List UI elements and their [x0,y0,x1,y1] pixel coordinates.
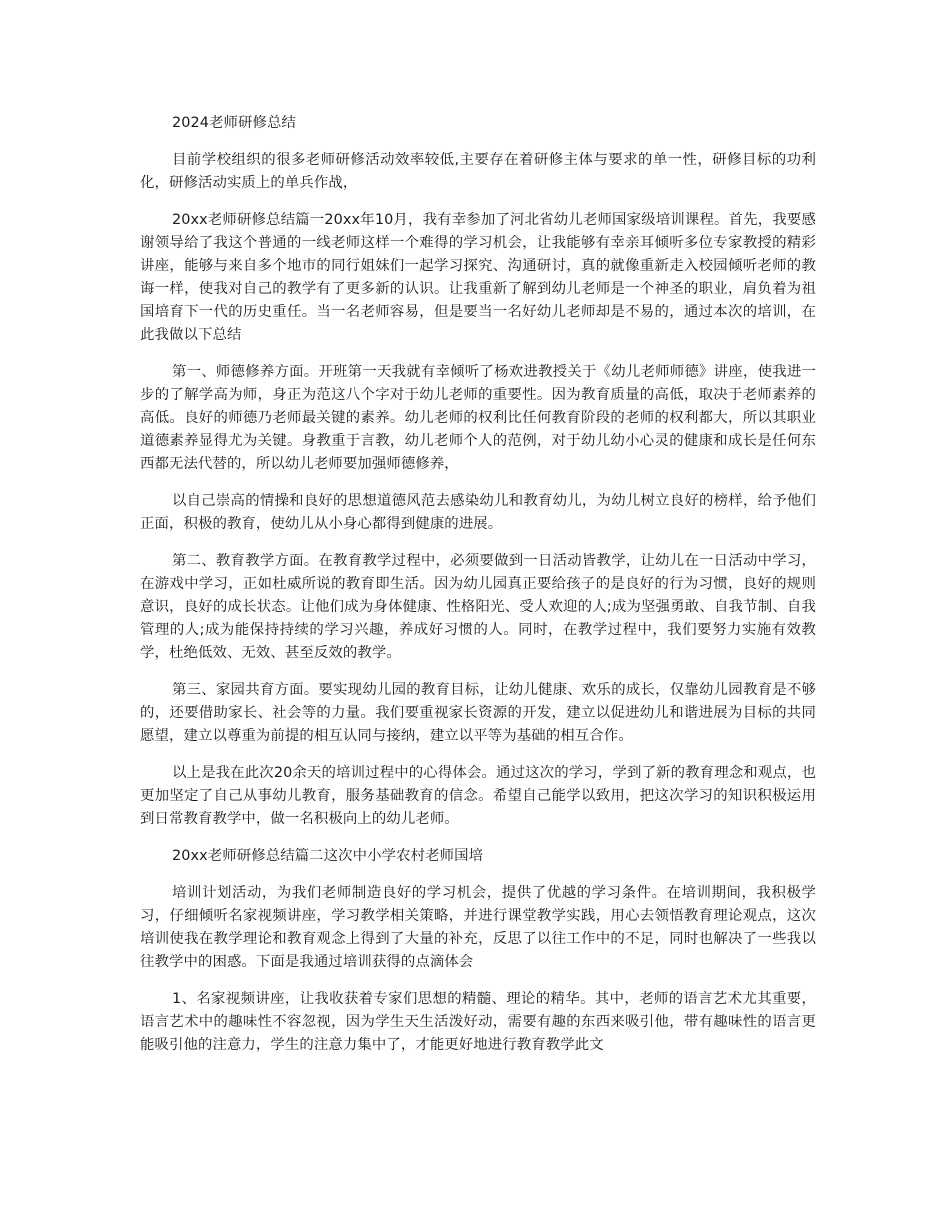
document-body [140,112,816,1071]
document-title: 2024老师研修总结 [172,115,296,131]
paragraph-article-two-heading: 20xx老师研修总结篇二这次中小学农村老师国培 [172,848,484,864]
paragraph-conclusion: 以上是我在此次20余天的培训过程中的心得体会。通过这次的学习，学到了新的教育理念和观点，也更加坚定了自己从事幼儿教育，服务基础教育的信念。希望自己能学以致用，把这次学习的知识积极运用到日常教育教学中，做一名积极向上的幼儿老师。 [140,765,816,827]
paragraph-video-lectures: 1、名家视频讲座，让我收获着专家们思想的精髓、理论的精华。其中，老师的语言艺术尤其重要，语言艺术中的趣味性不容忽视，因为学生天生活泼好动，需要有趣的东西来吸引他，带有趣味性的语言更能吸引他的注意力，学生的注意力集中了，才能更好地进行教育教学此文 [140,991,816,1053]
paragraph-article-one-intro: 20xx老师研修总结篇一20xx年10月，我有幸参加了河北省幼儿老师国家级培训课程。首先，我要感谢领导给了我这个普通的一线老师这样一个难得的学习机会，让我能够有幸亲耳倾听多位专家教授的精彩讲座，能够与来自多个地市的同行姐妹们一起学习探究、沟通研讨，真的就像重新走入校园倾听老师的教诲一样，使我对自己的教学有了更多新的认识。让我重新了解到幼儿老师是一个神圣的职业，肩负着为祖国培育下一代的历史重任。当一名老师容易，但是要当一名好幼儿老师却是不易的，通过本次的培训，在此我做以下总结 [140,212,816,343]
paragraph-teaching: 第二、教育教学方面。在教育教学过程中，必须要做到一日活动皆教学，让幼儿在一日活动中学习，在游戏中学习，正如杜威所说的教育即生活。因为幼儿园真正要给孩子的是良好的行为习惯，良好的规则意识，良好的成长状态。让他们成为身体健康、性格阳光、受人欢迎的人;成为坚强勇敢、自我节制、自我管理的人;成为能保持持续的学习兴趣，养成好习惯的人。同时，在教学过程中，我们要努力实施有效教学，杜绝低效、无效、甚至反效的教学。 [140,553,816,661]
paragraph-home-school: 第三、家园共育方面。要实现幼儿园的教育目标，让幼儿健康、欢乐的成长，仅靠幼儿园教育是不够的，还要借助家长、社会等的力量。我们要重视家长资源的开发，建立以促进幼儿和谐进展为目标的共同愿望，建立以尊重为前提的相互认同与接纳，建立以平等为基础的相互合作。 [140,682,816,744]
paragraph-training-plan: 培训计划活动，为我们老师制造良好的学习机会，提供了优越的学习条件。在培训期间，我积极学习，仔细倾听名家视频讲座，学习教学相关策略，并进行课堂教学实践，用心去领悟教育理论观点，这次培训使我在教学理论和教育观念上得到了大量的补充，反思了以往工作中的不足，同时也解决了一些我以往教学中的困惑。下面是我通过培训获得的点滴体会 [140,885,816,970]
paragraph-intro: 目前学校组织的很多老师研修活动效率较低,主要存在着研修主体与要求的单一性，研修目标的功利化，研修活动实质上的单兵作战， [140,152,816,191]
paragraph-ethics: 第一、师德修养方面。开班第一天我就有幸倾听了杨欢进教授关于《幼儿老师师德》讲座，使我进一步的了解学高为师，身正为范这八个字对于幼儿老师的重要性。因为教育质量的高低，取决于老师素养的高低。良好的师德乃老师最关键的素养。幼儿老师的权利比任何教育阶段的老师的权利都大，所以其职业道德素养显得尤为关键。身教重于言教，幼儿老师个人的范例，对于幼儿幼小心灵的健康和成长是任何东西都无法代替的，所以幼儿老师要加强师德修养， [140,364,816,472]
paragraph-role-model: 以自己崇高的情操和良好的思想道德风范去感染幼儿和教育幼儿，为幼儿树立良好的榜样，给予他们正面，积极的教育，使幼儿从小身心都得到健康的进展。 [140,493,816,532]
